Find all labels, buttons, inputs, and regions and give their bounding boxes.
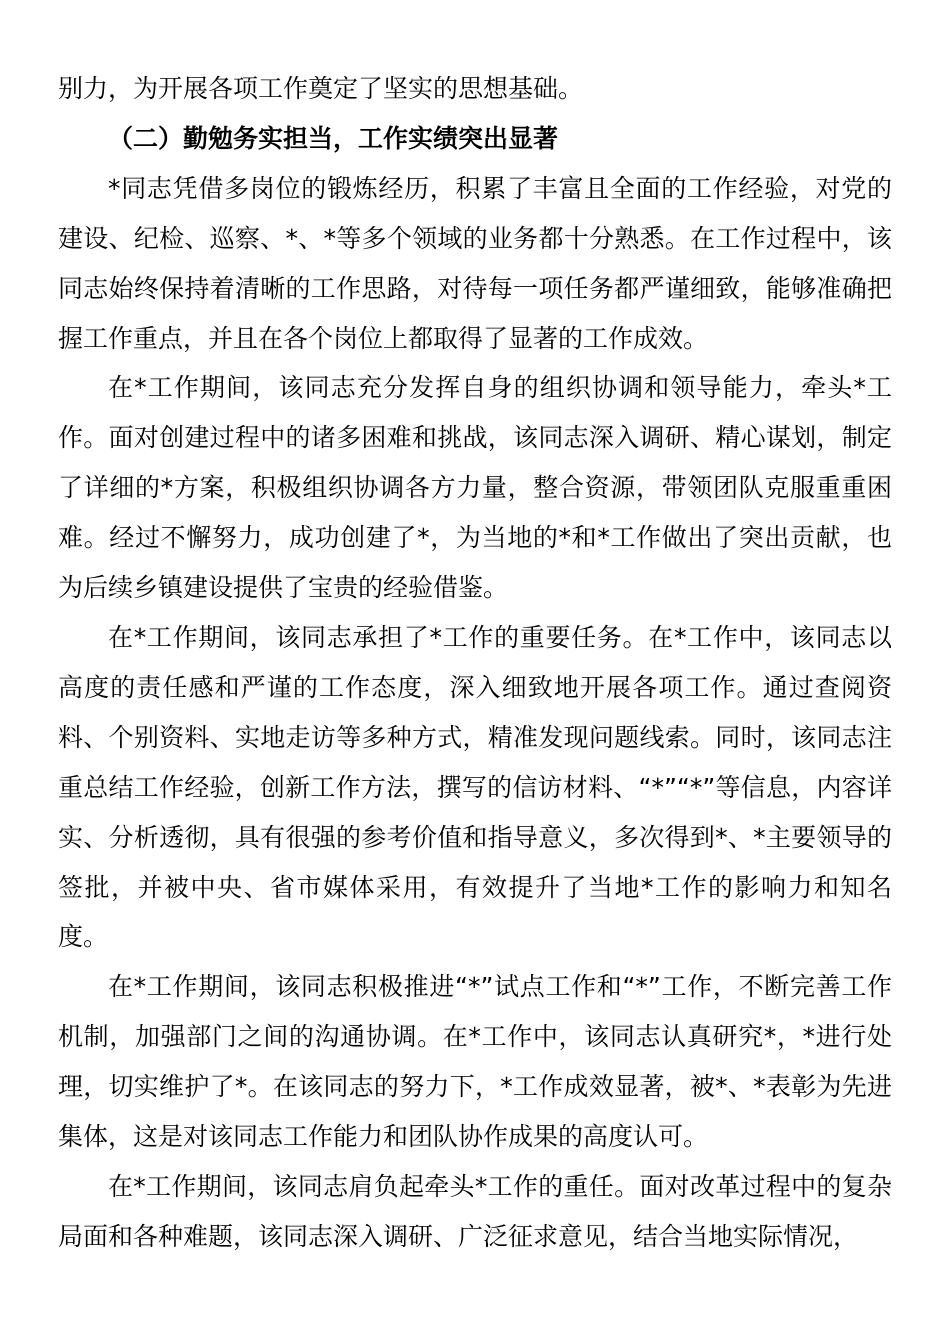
paragraph-continuation: 别力，为开展各项工作奠定了坚实的思想基础。	[58, 74, 584, 103]
section-heading: （二）勤勉务实担当，工作实绩突出显著	[108, 123, 559, 153]
paragraph-experience: *同志凭借多岗位的锻炼经历，积累了丰富且全面的工作经验，对党的建设、纪检、巡察、*、*等多个领域的业务都十分熟悉。在工作过程中，该同志始终保持着清晰的工作思路，对待每一项任务都严谨细致，能够准确把握工作重点，并且在各个岗位上都取得了显著的工作成效。	[58, 173, 892, 353]
paragraph-organization: 在*工作期间，该同志充分发挥自身的组织协调和领导能力，牵头*工作。面对创建过程中的诸多困难和挑战，该同志深入调研、精心谋划，制定了详细的*方案，积极组织协调各方力量，整合资源，带领团队克服重重困难。经过不懈努力，成功创建了*，为当地的*和*工作做出了突出贡献，也为后续乡镇建设提供了宝贵的经验借鉴。	[58, 373, 892, 603]
paragraph-responsibility: 在*工作期间，该同志承担了*工作的重要任务。在*工作中，该同志以高度的责任感和严谨的工作态度，深入细致地开展各项工作。通过查阅资料、个别资料、实地走访等多种方式，精准发现问题线索。同时，该同志注重总结工作经验，创新工作方法，撰写的信访材料、“*”“*”等信息，内容详实、分析透彻，具有很强的参考价值和指导意义，多次得到*、*主要领导的签批，并被中央、省市媒体采用，有效提升了当地*工作的影响力和知名度。	[58, 622, 892, 952]
paragraph-reform: 在*工作期间，该同志肩负起牵头*工作的重任。面对改革过程中的复杂局面和各种难题，该同志深入调研、广泛征求意见，结合当地实际情况，	[58, 1171, 892, 1251]
document-page	[58, 64, 892, 1262]
paragraph-pilot-work: 在*工作期间，该同志积极推进“*”试点工作和“*”工作，不断完善工作机制，加强部门之间的沟通协调。在*工作中，该同志认真研究*，*进行处理，切实维护了*。在该同志的努力下，*工作成效显著，被*、*表彰为先进集体，这是对该同志工作能力和团队协作成果的高度认可。	[58, 972, 892, 1152]
